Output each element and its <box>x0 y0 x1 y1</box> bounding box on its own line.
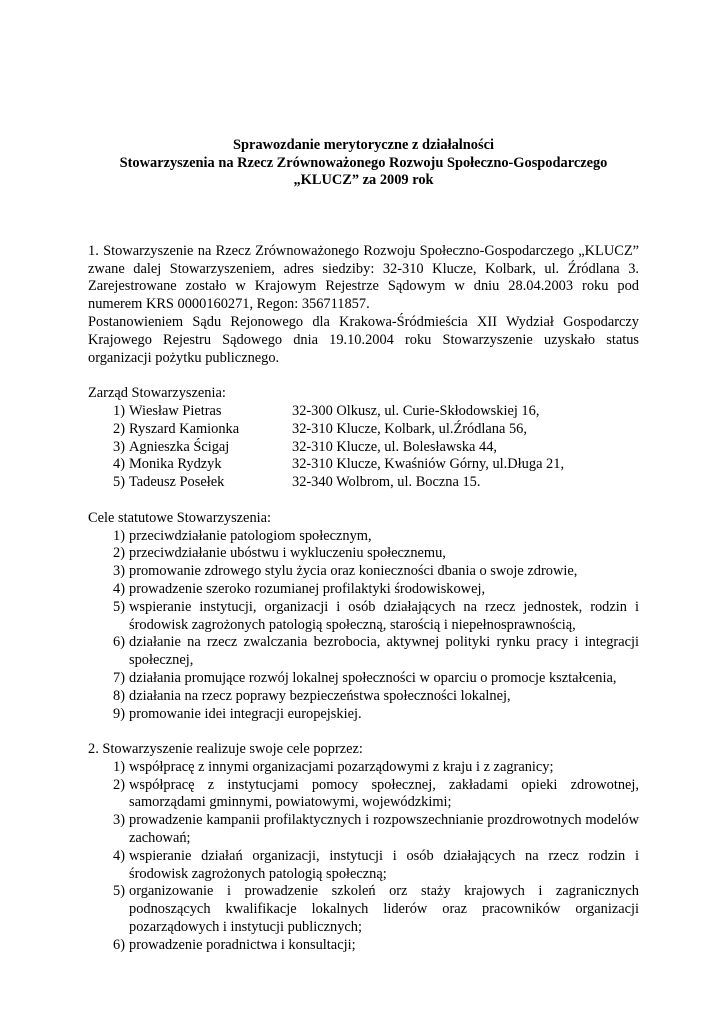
board-heading: Zarząd Stowarzyszenia: <box>88 385 226 402</box>
list-item-text: prowadzenie poradnictwa i konsultacji; <box>129 936 356 953</box>
board-member <box>88 421 639 439</box>
list-number: 5) <box>113 883 125 900</box>
member-address: 32-300 Olkusz, ul. Curie-Skłodowskiej 16, <box>292 402 540 419</box>
title-line-3: „KLUCZ” za 2009 rok <box>293 172 434 189</box>
list-item-text: przeciwdziałanie ubóstwu i wykluczeniu społecznemu, <box>129 545 446 562</box>
list-item <box>88 545 639 563</box>
list-number: 4) <box>113 456 125 473</box>
member-address: 32-310 Klucze, Kolbark, ul.Źródlana 56, <box>292 420 527 437</box>
report-title <box>88 137 639 190</box>
member-name: Agnieszka Ścigaj <box>129 438 230 455</box>
list-number: 6) <box>113 936 125 953</box>
list-number: 3) <box>113 812 125 829</box>
list-item <box>88 883 639 936</box>
list-item <box>88 599 639 635</box>
list-item-text: działanie na rzecz zwalczania bezrobocia, aktywnej polityki rynku pracy i integracji społecznej, <box>129 634 639 669</box>
list-item-text: współpracę z instytucjami pomocy społecznej, zakładami opieki zdrowotnej, samorządami gminnymi, powiatowymi, wojewódzkimi; <box>129 776 639 811</box>
public-benefit-status-paragraph: Postanowieniem Sądu Rejonowego dla Krakowa-Śródmieścia XII Wydział Gospodarczy Krajowego Rejestru Sądowego dnia 19.10.2004 roku Stowarzyszenie uzyskało status organizacji pożytku publicznego. <box>88 313 639 366</box>
list-number: 1) <box>113 758 125 775</box>
list-item <box>88 670 639 688</box>
list-number: 5) <box>113 474 125 491</box>
board-member <box>88 439 639 457</box>
member-name: Monika Rydzyk <box>129 456 222 473</box>
spacer <box>88 190 639 243</box>
list-number: 3) <box>113 438 125 455</box>
list-number: 3) <box>113 563 125 580</box>
list-number: 2) <box>113 776 125 793</box>
list-item-text: przeciwdziałanie patologiom społecznym, <box>129 527 372 544</box>
list-item <box>88 634 639 670</box>
list-item-text: działania promujące rozwój lokalnej społeczności w oparciu o promocje kształcenia, <box>129 669 617 686</box>
list-number: 9) <box>113 705 125 722</box>
list-item <box>88 528 639 546</box>
list-number: 6) <box>113 634 125 651</box>
list-number: 1) <box>113 402 125 419</box>
member-name: Ryszard Kamionka <box>129 420 240 437</box>
activities-heading: 2. Stowarzyszenie realizuje swoje cele poprzez: <box>88 741 363 758</box>
board-member <box>88 456 639 474</box>
list-item-text: promowanie idei integracji europejskiej. <box>129 705 362 722</box>
list-item-text: organizowanie i prowadzenie szkoleń orz staży krajowych i zagranicznych podnoszących kwalifikacje lokalnych liderów oraz pracowników organizacji pozarządowych i instytucji publicznych; <box>129 883 639 936</box>
list-item-text: prowadzenie szeroko rozumianej profilaktyki środowiskowej, <box>129 580 486 597</box>
member-name: Wiesław Pietras <box>129 402 222 419</box>
goals-list <box>88 528 639 724</box>
board-member <box>88 403 639 421</box>
list-number: 7) <box>113 669 125 686</box>
member-address: 32-310 Klucze, Kwaśniów Górny, ul.Długa 21, <box>292 456 565 473</box>
spacer <box>88 367 639 385</box>
list-item-text: prowadzenie kampanii profilaktycznych i rozpowszechnianie prozdrowotnych modelów zachowań; <box>129 812 639 847</box>
document-page <box>88 137 639 955</box>
member-name: Tadeusz Posełek <box>129 474 225 491</box>
list-number: 2) <box>113 420 125 437</box>
list-item-text: promowanie zdrowego stylu życia oraz konieczności dbania o swoje zdrowie, <box>129 563 578 580</box>
list-item-text: współpracę z innymi organizacjami pozarządowymi z kraju i z zagranicy; <box>129 758 554 775</box>
list-number: 4) <box>113 580 125 597</box>
member-address: 32-340 Wolbrom, ul. Boczna 15. <box>292 474 481 491</box>
list-number: 5) <box>113 598 125 615</box>
board-member <box>88 474 639 492</box>
list-item-text: działania na rzecz poprawy bezpieczeństwa społeczności lokalnej, <box>129 687 511 704</box>
list-number: 1) <box>113 527 125 544</box>
list-item <box>88 848 639 884</box>
spacer <box>88 492 639 510</box>
list-item <box>88 777 639 813</box>
list-item <box>88 706 639 724</box>
activities-list <box>88 759 639 955</box>
list-item <box>88 937 639 955</box>
list-item-text: wspieranie instytucji, organizacji i osób działających na rzecz jednostek, rodzin i środowisk zagrożonych patologią społeczną, starością i niepełnosprawnością, <box>129 598 639 633</box>
list-number: 2) <box>113 545 125 562</box>
list-number: 8) <box>113 687 125 704</box>
title-line-2: Stowarzyszenia na Rzecz Zrównoważonego Rozwoju Społeczno-Gospodarczego <box>119 154 608 171</box>
member-address: 32-310 Klucze, ul. Bolesławska 44, <box>292 438 498 455</box>
list-item <box>88 581 639 599</box>
association-info-paragraph: 1. Stowarzyszenie na Rzecz Zrównoważonego Rozwoju Społeczno-Gospodarczego „KLUCZ” zwane dalej Stowarzyszeniem, adres siedziby: 32-310 Klucze, Kolbark, ul. Źródlana 3. Zarejestrowane zostało w Krajowym Rejestrze Sądowym w dniu 28.04.2003 roku pod numerem KRS 0000160271, Regon: 356711857. <box>88 242 639 313</box>
list-item <box>88 688 639 706</box>
list-item <box>88 759 639 777</box>
list-item-text: wspieranie działań organizacji, instytucji i osób działających na rzecz rodzin i środowisk zagrożonych patologią społeczną; <box>129 847 639 882</box>
list-item <box>88 563 639 581</box>
goals-heading: Cele statutowe Stowarzyszenia: <box>88 509 272 526</box>
title-line-1: Sprawozdanie merytoryczne z działalności <box>233 137 494 153</box>
spacer <box>88 723 639 741</box>
list-item <box>88 812 639 848</box>
board-members-list <box>88 403 639 492</box>
list-number: 4) <box>113 847 125 864</box>
